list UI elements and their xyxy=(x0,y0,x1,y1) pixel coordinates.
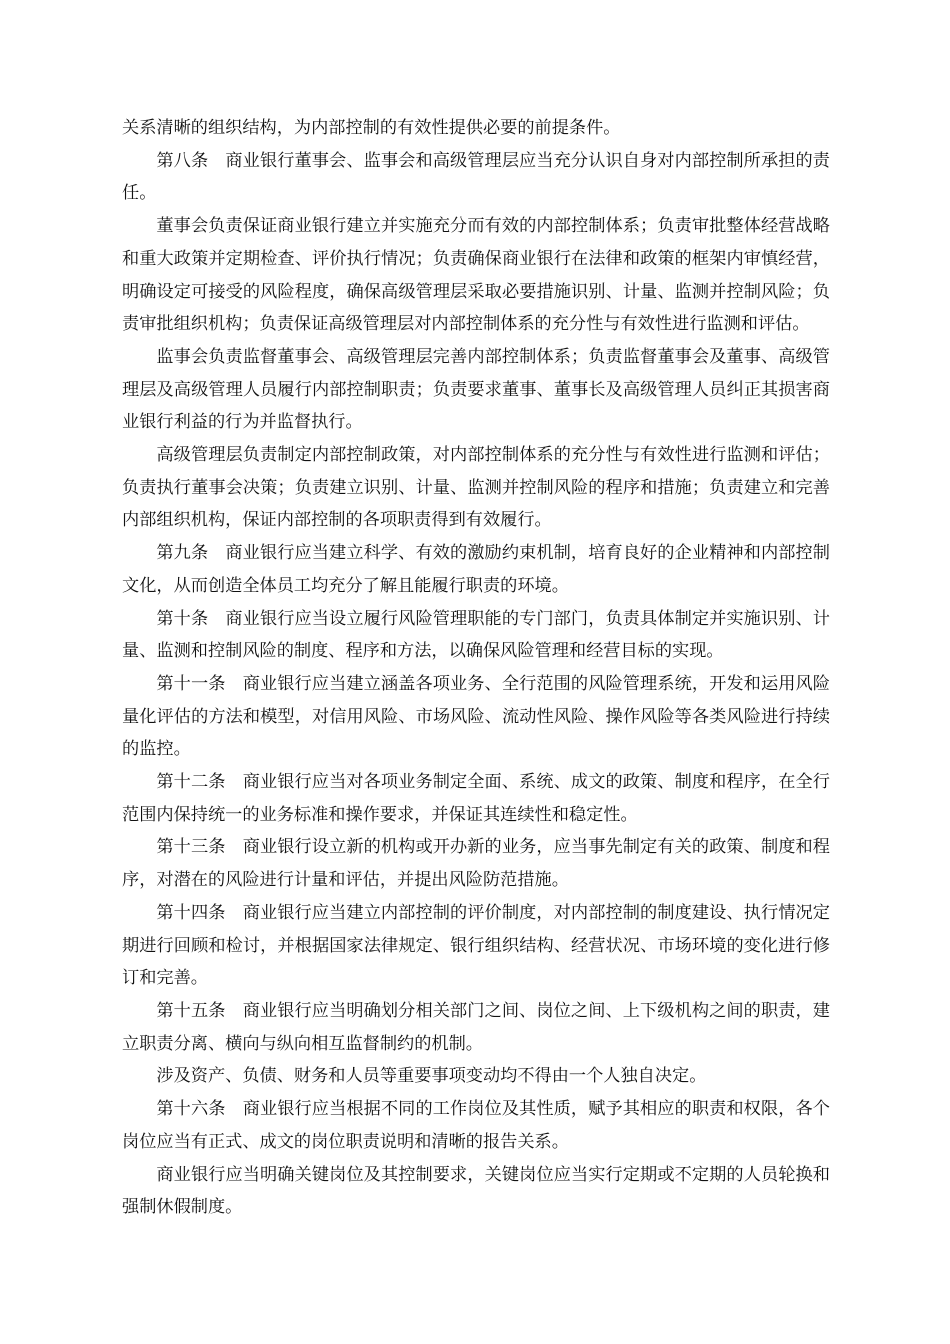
paragraph-text: 商业银行应当根据不同的工作岗位及其性质，赋予其相应的职责和权限，各个岗位应当有正式、成文的岗位职责说明和清晰的报告关系。 xyxy=(122,1099,830,1152)
article-number: 第十二条 xyxy=(156,772,226,793)
paragraph-text: 商业银行应当设立履行风险管理职能的专门部门，负责具体制定并实施识别、计量、监测和控制风险的制度、程序和方法，以确保风险管理和经营目标的实现。 xyxy=(122,608,830,662)
paragraph-text: 商业银行应当建立科学、有效的激励约束机制，培育良好的企业精神和内部控制文化，从而创造全体员工均充分了解且能履行职责的环境。 xyxy=(122,543,830,596)
article-number: 第十四条 xyxy=(156,902,226,923)
document-paragraph xyxy=(122,831,830,896)
document-paragraph xyxy=(122,603,830,668)
article-number: 第九条 xyxy=(156,543,209,564)
article-number: 第十六条 xyxy=(156,1099,226,1120)
paragraph-text: 高级管理层负责制定内部控制政策，对内部控制体系的充分性与有效性进行监测和评估；负责执行董事会决策；负责建立识别、计量、监测并控制风险的程序和措施；负责建立和完善内部组织机构，保证内部控制的各项职责得到有效履行。 xyxy=(122,445,830,531)
article-number: 第八条 xyxy=(156,150,209,171)
paragraph-text: 董事会负责保证商业银行建立并实施充分而有效的内部控制体系；负责审批整体经营战略和重大政策并定期检查、评价执行情况；负责确保商业银行在法律和政策的框架内审慎经营，明确设定可接受的风险程度，确保高级管理层采取必要措施识别、计量、监测并控制风险；负责审批组织机构；负责保证高级管理层对内部控制体系的充分性与有效性进行监测和评估。 xyxy=(122,216,830,335)
paragraph-text: 商业银行董事会、监事会和高级管理层应当充分认识自身对内部控制所承担的责任。 xyxy=(122,150,830,204)
document-paragraph xyxy=(122,537,830,602)
paragraph-text: 监事会负责监督董事会、高级管理层完善内部控制体系；负责监督董事会及董事、高级管理层及高级管理人员履行内部控制职责；负责要求董事、董事长及高级管理人员纠正其损害商业银行利益的行为并监督执行。 xyxy=(122,346,830,433)
document-paragraph xyxy=(122,145,830,210)
document-paragraph xyxy=(122,897,830,995)
paragraph-text: 商业银行应当明确划分相关部门之间、岗位之间、上下级机构之间的职责，建立职责分离、横向与纵向相互监督制约的机制。 xyxy=(122,1000,830,1054)
article-number: 第十条 xyxy=(156,608,209,629)
document-paragraph xyxy=(122,112,830,145)
paragraph-text: 商业银行应当对各项业务制定全面、系统、成文的政策、制度和程序，在全行范围内保持统一的业务标准和操作要求，并保证其连续性和稳定性。 xyxy=(122,772,830,825)
article-number: 第十三条 xyxy=(156,837,226,858)
paragraph-text: 商业银行设立新的机构或开办新的业务，应当事先制定有关的政策、制度和程序，对潜在的风险进行计量和评估，并提出风险防范措施。 xyxy=(122,837,830,891)
document-paragraph xyxy=(122,341,830,439)
document-paragraph xyxy=(122,1060,830,1093)
article-number: 第十五条 xyxy=(156,1000,226,1021)
document-paragraph xyxy=(122,439,830,537)
paragraph-text: 商业银行应当建立内部控制的评价制度，对内部控制的制度建设、执行情况定期进行回顾和检讨，并根据国家法律规定、银行组织结构、经营状况、市场环境的变化进行修订和完善。 xyxy=(122,902,830,989)
paragraph-text: 关系清晰的组织结构，为内部控制的有效性提供必要的前提条件。 xyxy=(122,118,621,138)
document-paragraph xyxy=(122,995,830,1060)
paragraph-text: 商业银行应当建立涵盖各项业务、全行范围的风险管理系统，开发和运用风险量化评估的方法和模型，对信用风险、市场风险、流动性风险、操作风险等各类风险进行持续的监控。 xyxy=(122,673,830,760)
paragraph-text: 涉及资产、负债、财务和人员等重要事项变动均不得由一个人独自决定。 xyxy=(156,1066,707,1087)
document-paragraph xyxy=(122,766,830,831)
article-number: 第十一条 xyxy=(156,673,226,694)
document-paragraph xyxy=(122,210,830,341)
document-paragraph xyxy=(122,668,830,766)
document-paragraph xyxy=(122,1093,830,1158)
document-body xyxy=(122,112,830,1224)
paragraph-text: 商业银行应当明确关键岗位及其控制要求，关键岗位应当实行定期或不定期的人员轮换和强制休假制度。 xyxy=(122,1164,830,1218)
document-paragraph xyxy=(122,1159,830,1224)
